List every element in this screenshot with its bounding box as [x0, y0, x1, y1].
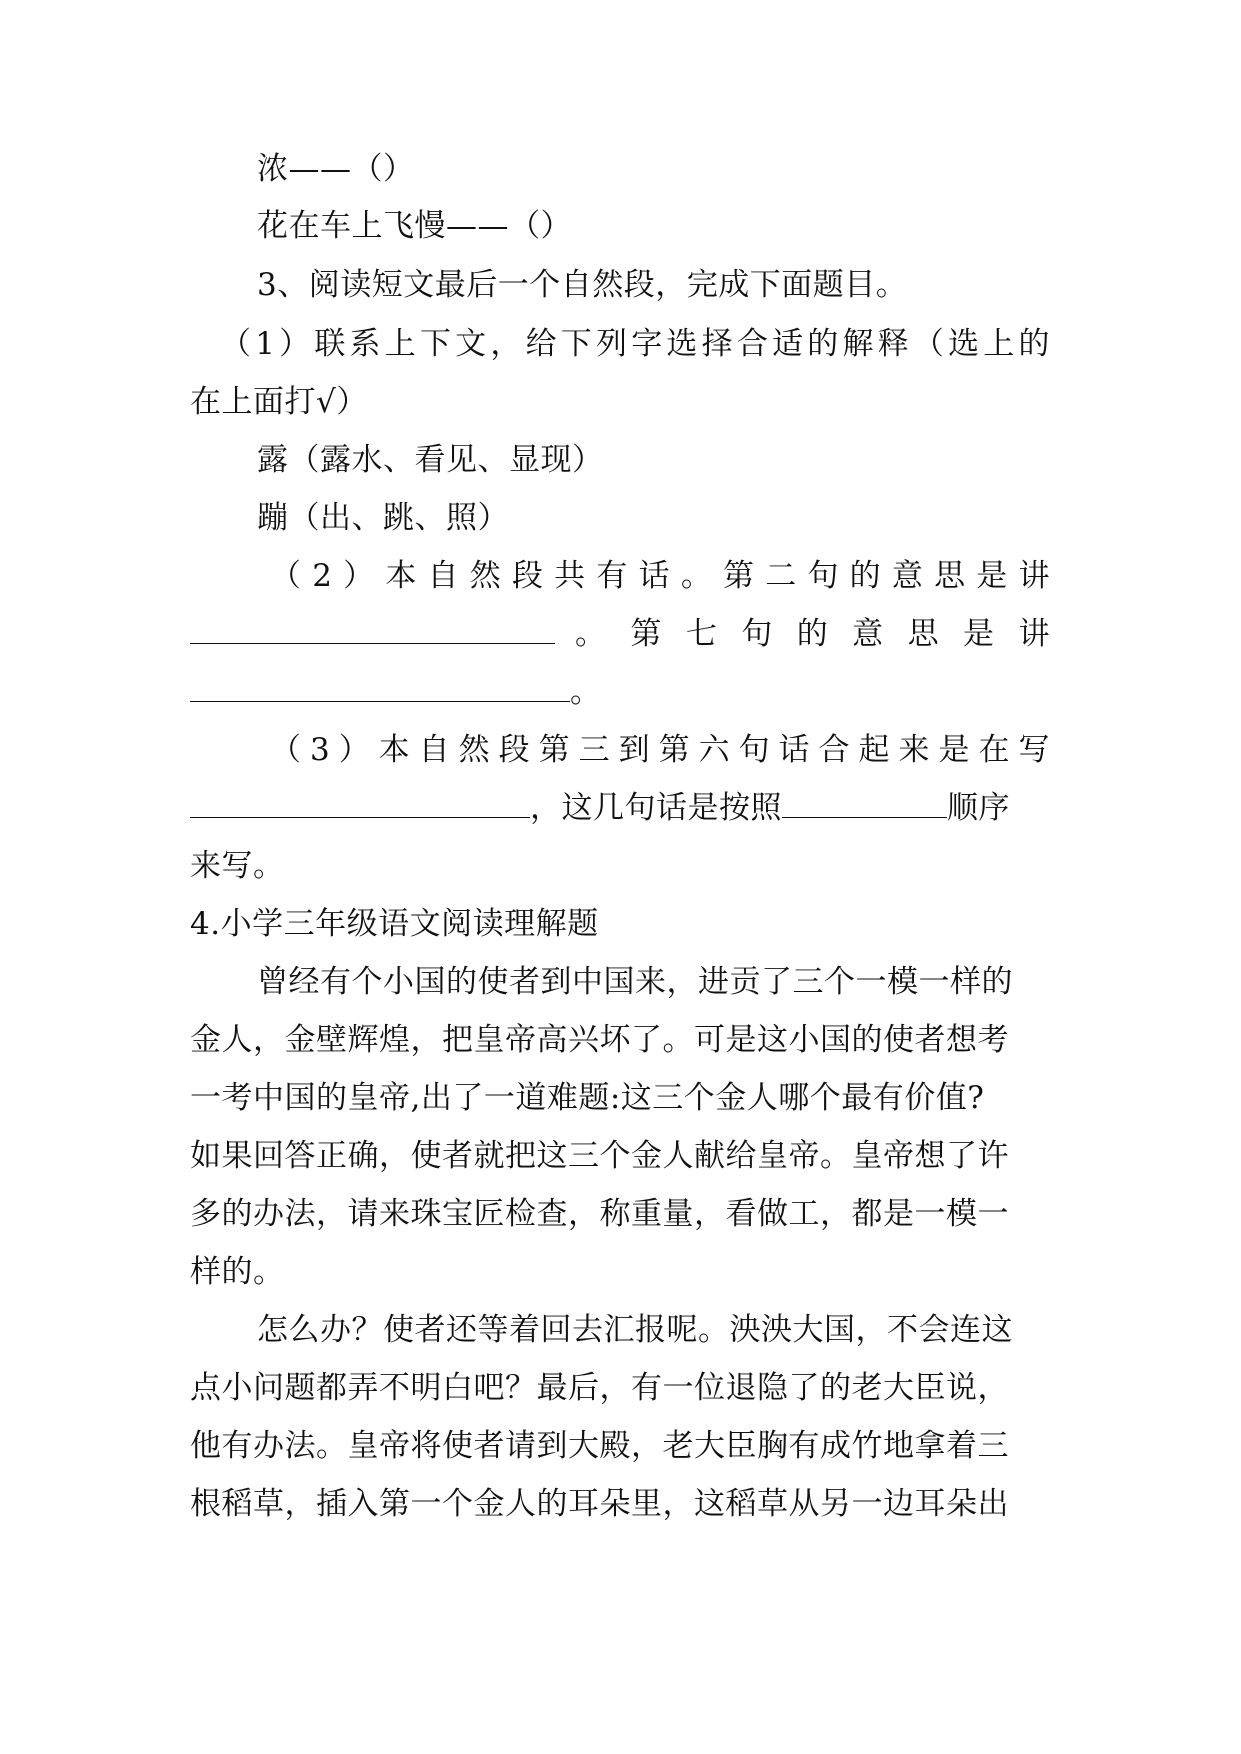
paragraph-1-line-5: 多的办法，请来珠宝匠检查，称重量，看做工，都是一模一: [190, 1196, 1009, 1232]
text-line-10: [190, 663, 1050, 721]
paragraph-2-line-2: 点小问题都弄不明白吧？最后，有一位退隐了的老大臣说，: [190, 1370, 1009, 1406]
text-line-11: （3）本自然段第三到第六句话合起来是在写: [270, 732, 1050, 768]
text-line-9: [190, 605, 1050, 663]
text-line-10-tail: 。: [570, 674, 602, 710]
text-line-3: 3、阅读短文最后一个自然段，完成下面题目。: [257, 267, 908, 303]
paragraph-1-line-6: 样的。: [190, 1254, 285, 1290]
paragraph-2-line-1: 怎么办？使者还等着回去汇报呢。泱泱大国，不会连这: [257, 1312, 1013, 1348]
section-heading: 4.小学三年级语文阅读理解题: [190, 906, 599, 942]
text-line-2: 花在车上飞慢——（）: [257, 208, 572, 244]
answer-blank-4[interactable]: [782, 791, 947, 818]
text-line-7: 蹦（出、跳、照）: [257, 500, 509, 536]
text-line-1: 浓——（）: [257, 151, 415, 187]
text-line-4: （1）联系上下文，给下列字选择合适的解释（选上的: [220, 326, 1050, 362]
answer-blank-1[interactable]: [190, 617, 555, 644]
text-line-12: [190, 779, 1050, 837]
paragraph-1-line-2: 金人，金壁辉煌，把皇帝高兴坏了。可是这小国的使者想考: [190, 1022, 1009, 1058]
text-line-5: 在上面打√）: [190, 384, 368, 420]
paragraph-1-line-1: 曾经有个小国的使者到中国来，进贡了三个一模一样的: [257, 964, 1013, 1000]
paragraph-1-line-4: 如果回答正确，使者就把这三个金人献给皇帝。皇帝想了许: [190, 1138, 1009, 1174]
text-line-6: 露（露水、看见、显现）: [257, 442, 604, 478]
answer-blank-2[interactable]: [190, 675, 570, 702]
text-line-12-tail: 顺序: [947, 790, 1010, 826]
paragraph-2-line-4: 根稻草，插入第一个金人的耳朵里，这稻草从另一边耳朵出: [190, 1486, 1009, 1522]
paragraph-1-line-3: 一考中国的皇帝,出了一道难题:这三个金人哪个最有价值?: [190, 1080, 985, 1116]
text-line-12-mid: ，这几句话是按照: [530, 790, 782, 826]
text-line-13: 来写。: [190, 848, 285, 884]
answer-blank-3[interactable]: [190, 791, 530, 818]
paragraph-2-line-3: 他有办法。皇帝将使者请到大殿，老大臣胸有成竹地拿着三: [190, 1428, 1009, 1464]
text-line-9-tail: 。第七句的意思是讲: [575, 616, 1050, 652]
text-line-8: （2）本自然段共有话。第二句的意思是讲: [270, 558, 1050, 594]
